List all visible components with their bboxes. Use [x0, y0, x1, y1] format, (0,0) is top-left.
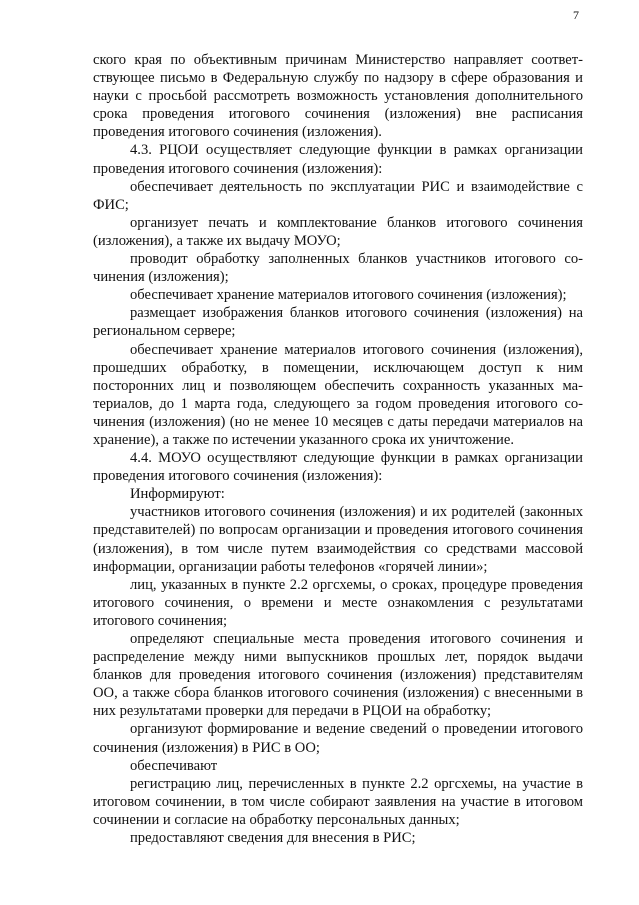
paragraph: лиц, указанных в пункте 2.2 оргсхемы, о сроках, процедуре проведения итогового сочинения, о времени и месте ознакомления с результатами итогового сочинения;	[93, 576, 583, 629]
section-4-3-heading: 4.3. РЦОИ осуществляет следующие функции в рамках организации проведения итогового сочинения (изложения):	[93, 142, 583, 177]
paragraph: проводит обработку заполненных бланков участников итогового сочинения (изложения);	[93, 251, 583, 286]
paragraph: определяют специальные места проведения итогового сочинения и распределение между ними выпускников прошлых лет, порядок выдачи бланков для проведения итогового сочинения (изложения) представителям ОО, а также сбора бланков итогового сочинения (изложения) с внесенными в них результатами проверки для передачи в РЦОИ на обработку;	[93, 631, 583, 720]
paragraph: организует печать и комплектование бланков итогового сочинения (изложения), а также их выдачу МОУО;	[93, 214, 583, 249]
paragraph: участников итогового сочинения (изложения) и их родителей (законных представителей) по вопросам организации и проведения итогового сочинения (изложения), в том числе путем взаимодействия со средствами массовой информации, организации работы телефонов «горячей линии»;	[93, 504, 583, 575]
paragraph: ского края по объективным причинам Министерство направляет соответствующее письмо в Федеральную службу по надзору в сфере образования и науки с просьбой рассмотреть возможность установления дополнительного срока проведения итогового сочинения (изложения) вне расписания проведения итогового сочинения (изложения).	[93, 52, 583, 141]
paragraph: обеспечивает деятельность по эксплуатации РИС и взаимодействие с ФИС;	[93, 178, 583, 213]
section-4-4-heading: 4.4. МОУО осуществляют следующие функции в рамках организации проведения итогового сочинения (изложения):	[93, 450, 583, 485]
document-body	[93, 51, 583, 847]
paragraph: обеспечивает хранение материалов итогового сочинения (изложения);	[130, 287, 567, 304]
paragraph: организуют формирование и ведение сведений о проведении итогового сочинения (изложения) в РИС в ОО;	[93, 721, 583, 756]
paragraph: обеспечивают	[130, 757, 218, 774]
paragraph: регистрацию лиц, перечисленных в пункте 2.2 оргсхемы, на участие в итоговом сочинении, в том числе собирают заявления на участие в итоговом сочинении и согласие на обработку персональных данных;	[93, 775, 583, 828]
paragraph: Информируют:	[130, 486, 225, 503]
paragraph: обеспечивает хранение материалов итогового сочинения (изложения), прошедших обработку, в помещении, исключающем доступ к ним посторонних лиц и позволяющем обеспечить сохранность указанных материалов, до 1 марта года, следующего за годом проведения итогового сочинения (изложения) (но не менее 10 месяцев с даты передачи материалов на хранение), а также по истечении указанного срока их уничтожение.	[93, 341, 583, 448]
paragraph: предоставляют сведения для внесения в РИС;	[130, 830, 416, 847]
page-number: 7	[573, 8, 579, 22]
paragraph: размещает изображения бланков итогового сочинения (изложения) на региональном сервере;	[93, 305, 583, 340]
